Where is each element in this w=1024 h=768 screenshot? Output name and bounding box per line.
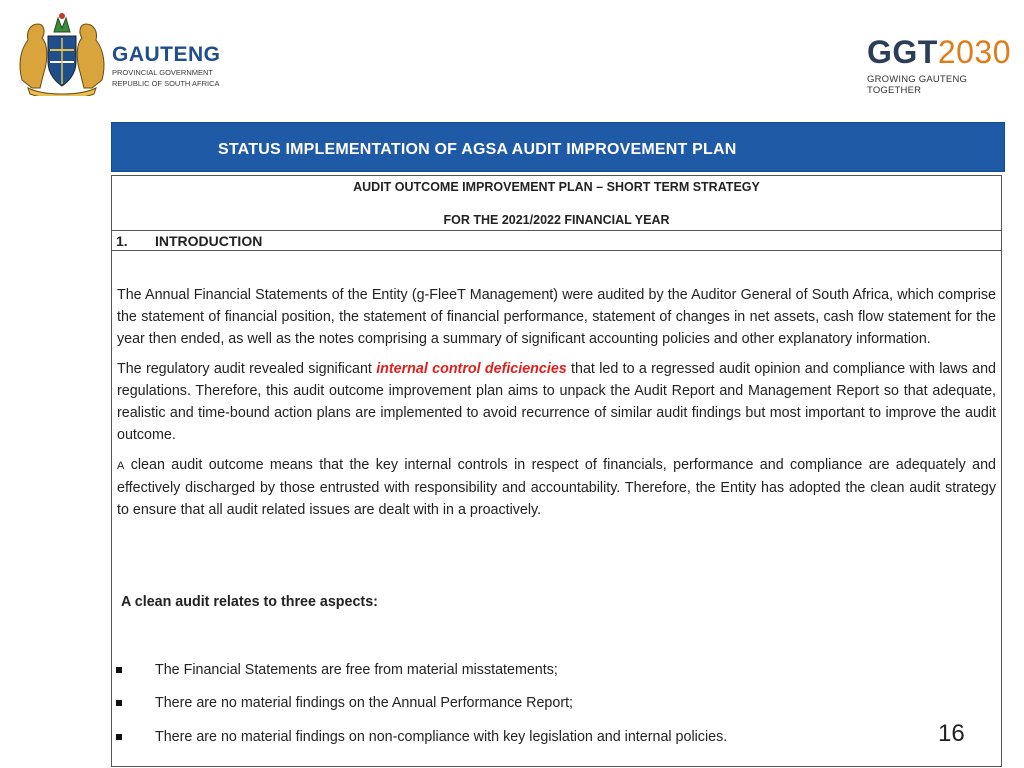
slide-title: STATUS IMPLEMENTATION OF AGSA AUDIT IMPROVEMENT PLAN xyxy=(218,141,737,158)
gauteng-subtitle-line2: REPUBLIC OF SOUTH AFRICA xyxy=(112,79,220,88)
section-title: INTRODUCTION xyxy=(155,233,263,249)
square-bullet-icon xyxy=(116,700,122,706)
list-item-text: The Financial Statements are free from material misstatements; xyxy=(155,662,558,678)
coat-of-arms-icon xyxy=(14,10,110,96)
aspects-heading: A clean audit relates to three aspects: xyxy=(121,594,378,610)
paragraph-3-rest: clean audit outcome means that the key internal controls in respect of financials, performance and compliance are adequately and effectively discharged by those entrusted with responsibility and accountability. Therefore, the Entity has adopted the clean audit strategy to ensure that all audit related issues are dealt with in a proactively. xyxy=(117,457,996,518)
title-banner xyxy=(111,122,1005,172)
paragraph-2-start: The regulatory audit revealed significant xyxy=(117,361,377,377)
paragraph-2 xyxy=(117,358,996,446)
ggt2030-name xyxy=(867,34,1012,70)
gauteng-logo xyxy=(14,10,221,98)
emphasis-text: internal control deficiencies xyxy=(376,361,567,377)
paragraph-1: The Annual Financial Statements of the Entity (g-FleeT Management) were audited by the Auditor General of South Africa, which comprise the statement of financial position, the statement of financial performance, statement of changes in net assets, cash flow statement for the year then ended, as well as the notes comprising a summary of significant accounting policies and other explanatory information. xyxy=(117,287,996,347)
ggt2030-tagline: GROWING GAUTENG TOGETHER xyxy=(867,74,968,96)
document-heading xyxy=(112,176,1001,230)
section-header xyxy=(112,232,1001,250)
paragraph-3 xyxy=(117,454,996,521)
gauteng-subtitle-line1: PROVINCIAL GOVERNMENT xyxy=(112,68,213,77)
paragraph-2-end: that led to a regressed audit opinion and compliance with laws and regulations. Therefore, this audit outcome improvement plan aims to unpack the Audit Report and Management Report so that adequate, realistic and time-bound action plans are implemented to avoid recurrence of similar audit findings but most important to improve the audit outcome. xyxy=(117,361,996,443)
list-item-text: There are no material findings on the Annual Performance Report; xyxy=(155,695,574,711)
square-bullet-icon xyxy=(116,734,122,740)
table-divider xyxy=(112,230,1001,231)
list-item-text: There are no material findings on non-compliance with key legislation and internal policies. xyxy=(155,729,728,745)
gauteng-name: GAUTENG xyxy=(112,43,221,66)
ggt-text: GGT xyxy=(867,34,938,70)
table-divider xyxy=(112,250,1001,251)
heading-line-1: AUDIT OUTCOME IMPROVEMENT PLAN – SHORT TERM STRATEGY xyxy=(353,180,760,194)
square-bullet-icon xyxy=(116,667,122,673)
section-number: 1. xyxy=(116,233,128,249)
ggt-year-text: 2030 xyxy=(937,34,1012,70)
ggt2030-logo xyxy=(867,34,1012,96)
heading-line-2: FOR THE 2021/2022 FINANCIAL YEAR xyxy=(443,213,670,227)
document-table xyxy=(111,175,1002,767)
page-number: 16 xyxy=(938,720,965,747)
introduction-body xyxy=(117,284,996,529)
paragraph-3-initial: A xyxy=(117,460,125,472)
